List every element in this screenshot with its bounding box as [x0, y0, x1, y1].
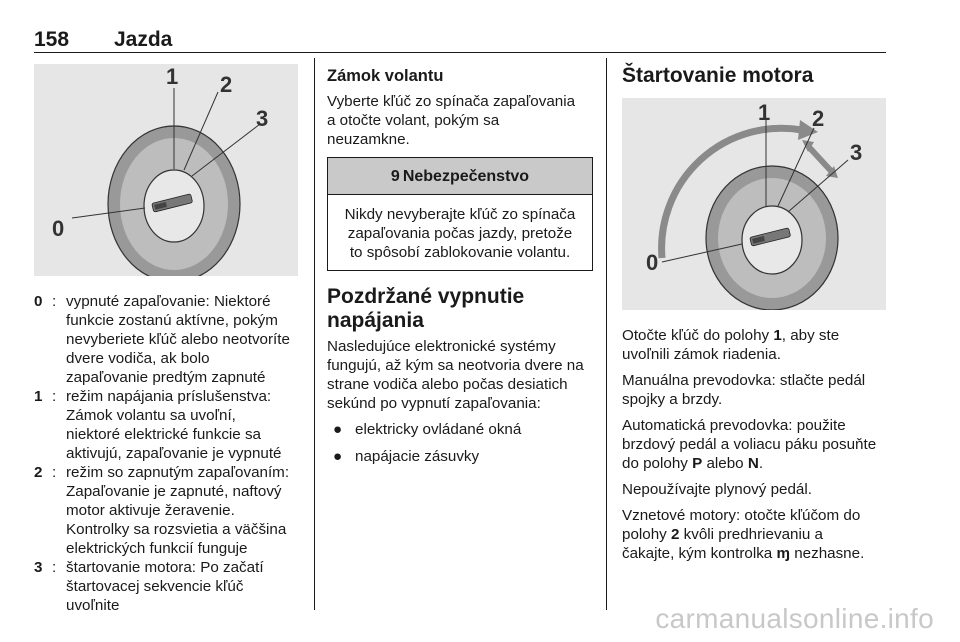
- warning-triangle-icon: 9: [390, 168, 400, 185]
- figure-label-3: 3: [256, 106, 269, 131]
- figure-label-0: 0: [52, 216, 65, 241]
- list-item: ● napájacie zásuvky: [333, 448, 480, 465]
- systems-list: [327, 420, 593, 466]
- steering-lock-paragraph: Vyberte kľúč zo spínača zapaľovania a otočte volant, pokým sa neuzamkne.: [327, 93, 576, 148]
- right-column: [622, 64, 888, 94]
- position-definition-list: [34, 292, 306, 615]
- definition-item: 2 : režim so zapnutým zapaľovaním: Zapaľovanie je zapnuté, naftový motor aktivuje žeravenie. Kontrolky sa rozsvietia a väčšina elektrických funkcií funguje: [34, 464, 290, 557]
- right-column-text: [622, 326, 888, 570]
- danger-header: [328, 158, 592, 195]
- delayed-power-off-paragraph: Nasledujúce elektronické systémy fungujú, až kým sa neotvoria dvere na strane vodiča alebo počas desiatich sekúnd po vypnutí zapaľovania:: [327, 338, 584, 412]
- definition-item: 1 : režim napájania príslušenstva: Zámok volantu sa uvoľní, niektoré elektrické funkcie sa aktivujú, zapaľovanie je vypnuté: [34, 388, 282, 462]
- figure-label-3: 3: [850, 140, 863, 165]
- engine-start-paragraph-1: Otočte kľúč do polohy 1, aby ste uvoľnili zámok riadenia.: [622, 327, 840, 363]
- ignition-lock-figure: [34, 64, 298, 276]
- header-rule: [34, 52, 886, 53]
- definition-number: 3: [34, 559, 43, 576]
- engine-start-figure: [622, 98, 886, 310]
- page-number: 158: [34, 28, 70, 51]
- glow-plug-icon: ɱ: [776, 545, 790, 562]
- column-divider-right: [606, 58, 607, 610]
- steering-lock-heading: Zámok volantu: [327, 67, 444, 85]
- column-divider-left: [314, 58, 315, 610]
- figure-label-0: 0: [646, 250, 659, 275]
- danger-title: Nebezpečenstvo: [402, 168, 530, 185]
- chapter-title: Jazda: [114, 28, 173, 51]
- danger-box: [327, 157, 593, 271]
- danger-text: Nikdy nevyberajte kľúč zo spínača zapaľovania počas jazdy, pretože to spôsobí zablokovanie volantu.: [344, 206, 576, 261]
- ignition-lock-illustration: [34, 64, 298, 276]
- figure-label-1: 1: [758, 100, 771, 125]
- engine-start-illustration: [622, 98, 886, 310]
- watermark: carmanualsonline.info: [655, 603, 934, 634]
- definition-number: 2: [34, 464, 43, 481]
- left-column: [34, 292, 306, 615]
- engine-start-paragraph-2: Manuálna prevodovka: stlačte pedál spojky a brzdy.: [622, 372, 866, 408]
- engine-start-paragraph-3: Automatická prevodovka: použite brzdový pedál a voliacu páku posuňte do polohy P alebo N.: [622, 417, 877, 472]
- engine-start-heading: Štartovanie motora: [622, 64, 814, 87]
- definition-number: 1: [34, 388, 43, 405]
- definition-item: 3 : štartovanie motora: Po začatí štartovacej sekvencie kľúč uvoľnite: [34, 559, 264, 614]
- page-header: [34, 28, 886, 52]
- delayed-power-off-heading: Pozdržané vypnutie napájania: [327, 285, 525, 332]
- engine-start-paragraph-4: Nepoužívajte plynový pedál.: [622, 481, 812, 498]
- figure-label-2: 2: [220, 72, 233, 97]
- engine-start-paragraph-5: Vznetové motory: otočte kľúčom do polohy 2 kvôli predhrievaniu a čakajte, kým kontrolka ɱ nezhasne.: [622, 507, 865, 562]
- list-item: ● elektricky ovládané okná: [333, 421, 522, 438]
- figure-label-2: 2: [812, 106, 825, 131]
- definition-item: 0 : vypnuté zapaľovanie: Niektoré funkcie zostanú aktívne, pokým nevyberiete kľúč alebo neotvoríte dvere vodiča, ak bolo zapaľovanie predtým zapnuté: [34, 293, 290, 386]
- definition-number: 0: [34, 293, 43, 310]
- figure-label-1: 1: [166, 64, 179, 89]
- middle-column: [327, 66, 593, 474]
